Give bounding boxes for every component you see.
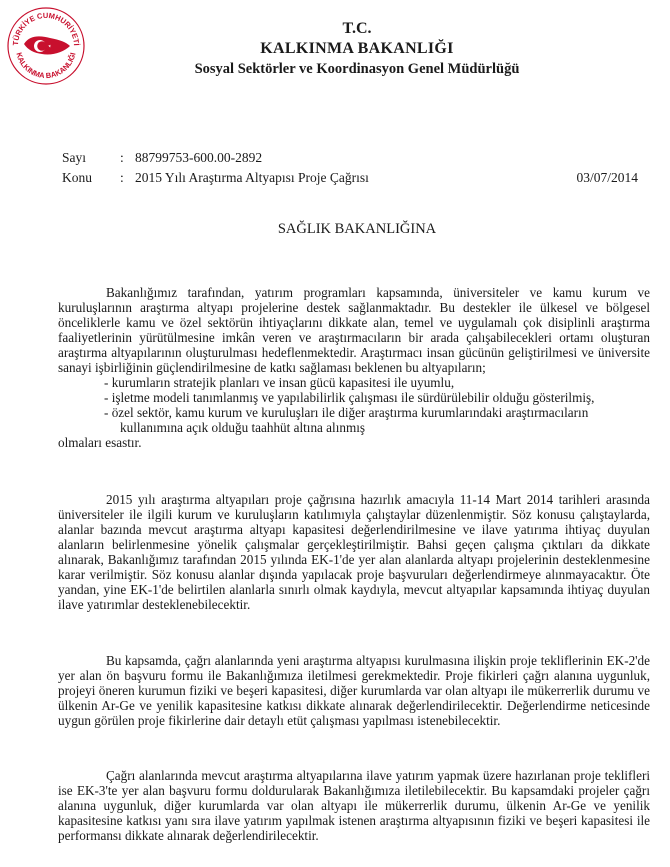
paragraph-3-text: Bu kapsamda, çağrı alanlarında yeni araştırma altyapısı kurulmasına ilişkin proje tekliflerinin EK-2'de yer alan ön başvuru formu ile Bakanlığımıza iletilmesi gerekmektedir. Proje fikirleri çağrı alanına uygunluk, projeyi öneren kurumun fiziki ve beşeri kapasitesi, diğer kurumlarda var olan altyapı ile mükerrerlik durumu ve ülkenin Ar-Ge ve yenilik kapasitesine katkısı dikkate alınarak değerlendirilecektir. Değerlendirme neticesinde uygun görülen proje fikirlerine dair detaylı etüt çalışması yapılması istenebilecektir. <box>58 653 650 728</box>
sayi-label: Sayı <box>62 150 87 165</box>
sayi-value: 88799753-600.00-2892 <box>135 150 263 165</box>
header-ministry: KALKINMA BAKANLIĞI <box>260 40 454 57</box>
paragraph-1 <box>58 285 650 450</box>
header-tc: T.C. <box>342 20 372 37</box>
bullet-2: - işletme modeli tanımlanmış ve yapılabilirlik çalışması ile sürdürülebilir olduğu gösterilmiş, <box>104 390 595 405</box>
seal-top-text: TÜRKİYE CUMHURİYETİ <box>10 10 82 46</box>
bullet-3-continuation: kullanımına açık olduğu taahhüt altına alınmış <box>120 420 366 435</box>
sayi-colon: : <box>120 150 124 165</box>
paragraph-4-text: Çağrı alanlarında mevcut araştırma altyapılarına ilave yatırım yapmak üzere hazırlanan proje teklifleri ise EK-3'te yer alan başvuru formu doldurularak Bakanlığımıza iletilebilecektir. Bu kapsamdaki projeler çağrı alanına uygunluk, diğer kurumlarda var olan altyapı ile mükerrerlik durumu, ülkenin Ar-Ge ve yenilik kapasitesine katkısı yanı sıra ilave yatırım yapılmak istenen araştırma altyapısının fiziki ve beşeri kapasitesi ile performansı dikkate alınarak değerlendirilecektir. <box>58 768 650 843</box>
paragraph-3 <box>58 653 650 728</box>
konu-value: 2015 Yılı Araştırma Altyapısı Proje Çağrısı <box>135 170 369 185</box>
bullet-1: - kurumların stratejik planları ve insan gücü kapasitesi ile uyumlu, <box>104 375 455 390</box>
konu-label: Konu <box>62 170 92 185</box>
document-date: 03/07/2014 <box>576 170 638 185</box>
recipient: SAĞLIK BAKANLIĞINA <box>277 221 437 237</box>
bullet-3: - özel sektör, kamu kurum ve kuruluşları ile diğer araştırma kurumlarındaki araştırmacıların <box>104 405 589 420</box>
paragraph-1-intro: Bakanlığımız tarafından, yatırım programları kapsamında, üniversiteler ve kamu kurum ve kuruluşlarının araştırma altyapı projelerine destek sağlanmaktadır. Bu destekler ile ülkesel ve bölgesel önceliklerle kamu ve özel sektörün ihtiyaçlarını dikkate alan, temel ve uygulamalı çok disiplinli araştırma faaliyetlerinin yürütülmesine imkân veren ve araştırmacıların bir arada çalışabilecekleri ortamı oluşturan araştırma altyapılarının oluşturulması hedeflenmektedir. Araştırmacı insan gücünün geliştirilmesi ve üniversite sanayi işbirliğinin güçlendirilmesine de katkı sağlaması beklenen bu altyapıların; <box>58 285 650 375</box>
paragraph-2-text: 2015 yılı araştırma altyapıları proje çağrısına hazırlık amacıyla 11-14 Mart 2014 tarihleri arasında üniversiteler ile ilgili kurum ve kuruluşların katılımıyla çalıştaylar düzenlenmiştir. Söz konusu çalıştaylarda, alanlar bazında mevcut araştırma altyapı kapasitesi değerlendirilmesine ve ilave yatırıma ihtiyaç duyulan alanların belirlenmesine yönelik çalışmalar gerçekleştirilmiştir. Bahsi geçen çalışma çıktıları da dikkate alınarak, Bakanlığımız tarafından 2015 yılında EK-1'de yer alan alanlarda altyapı projelerinin desteklenmesine karar verilmiştir. Söz konusu alanlar dışında yapılacak proje başvuruları değerlendirmeye alınmayacaktır. Öte yandan, yine EK-1'de belirtilen alanlarla sınırlı olmak kaydıyla, mevcut altyapılar kapsamında ihtiyaç duyulan ilave yatırımlar desteklenebilecektir. <box>58 492 650 612</box>
seal-bottom-text: KALKINMA BAKANLIĞI <box>14 51 78 81</box>
header-directorate: Sosyal Sektörler ve Koordinasyon Genel Müdürlüğü <box>194 61 520 77</box>
konu-colon: : <box>120 170 124 185</box>
paragraph-4 <box>58 768 650 843</box>
paragraph-1-closing: olmaları esastır. <box>58 435 142 450</box>
paragraph-2 <box>58 492 650 612</box>
